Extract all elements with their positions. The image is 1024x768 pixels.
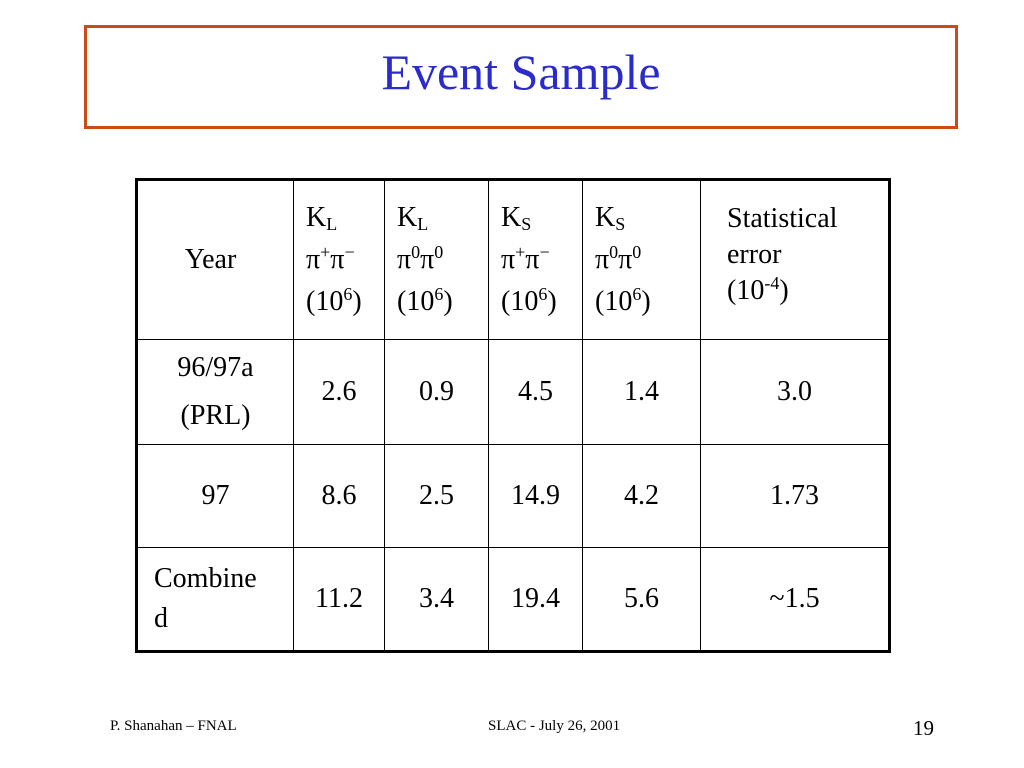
cell-value: 3.0 <box>701 340 890 445</box>
table-row <box>137 445 890 548</box>
event-sample-table <box>135 178 891 653</box>
cell-value: ~1.5 <box>701 548 890 652</box>
footer-venue: SLAC - July 26, 2001 <box>488 718 621 734</box>
cell-value: 3.4 <box>385 548 489 652</box>
table-header-row <box>137 180 890 340</box>
table-row <box>137 340 890 445</box>
cell-value: 0.9 <box>385 340 489 445</box>
cell-value: 19.4 <box>489 548 583 652</box>
cell-value: 4.2 <box>583 445 701 548</box>
cell-value: 11.2 <box>294 548 385 652</box>
cell-value: 8.6 <box>294 445 385 548</box>
row-year: 96/97a (PRL) <box>137 340 294 445</box>
header-ks-charged: $K_S$ π+π− $(10^6)$ <box>489 180 583 340</box>
cell-value: 1.73 <box>701 445 890 548</box>
cell-value: 2.5 <box>385 445 489 548</box>
header-year: Year <box>137 180 294 340</box>
header-statistical-error: Statistical error $(10^{-4})$ <box>701 180 890 340</box>
header-ks-neutral: $K_S$ $\pi^0\pi^0$ $(10^6)$ <box>583 180 701 340</box>
slide-title: Event Sample <box>381 44 661 100</box>
header-kl-charged: $K_L$ π+π− $(10^6)$ <box>294 180 385 340</box>
header-kl-neutral: $K_L$ $\pi^0\pi^0$ $(10^6)$ <box>385 180 489 340</box>
cell-value: 5.6 <box>583 548 701 652</box>
title-box <box>84 25 958 129</box>
cell-value: 1.4 <box>583 340 701 445</box>
cell-value: 2.6 <box>294 340 385 445</box>
cell-value: 4.5 <box>489 340 583 445</box>
cell-value: 14.9 <box>489 445 583 548</box>
row-year: 97 <box>137 445 294 548</box>
row-year: Combine d <box>137 548 294 652</box>
table-row <box>137 548 890 652</box>
page-number: 19 <box>913 716 934 740</box>
footer-author: P. Shanahan – FNAL <box>110 718 237 734</box>
